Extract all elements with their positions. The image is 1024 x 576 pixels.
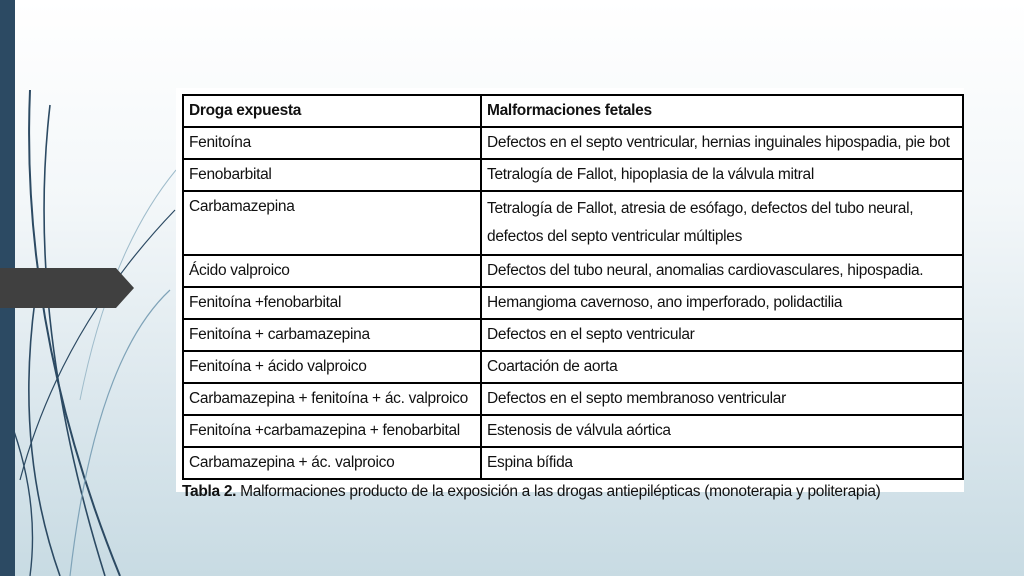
header-malformations: Malformaciones fetales [481, 95, 963, 127]
table-row [183, 255, 963, 287]
arrow-tab-shape [0, 268, 140, 308]
cell-drug: Fenitoína + carbamazepina [183, 319, 481, 351]
deco-curve-4 [20, 210, 175, 480]
cell-malformation: Defectos en el septo ventricular [481, 319, 963, 351]
cell-malformation: Tetralogía de Fallot, hipoplasia de la válvula mitral [481, 159, 963, 191]
caption-label: Tabla 2. [182, 483, 237, 500]
cell-malformation: Defectos del tubo neural, anomalias cardiovasculares, hipospadia. [481, 255, 963, 287]
header-drug: Droga expuesta [183, 95, 481, 127]
table-row [183, 415, 963, 447]
cell-drug: Ácido valproico [183, 255, 481, 287]
deco-curve-7 [10, 420, 33, 576]
table-header-row [183, 95, 963, 127]
table-row [183, 447, 963, 479]
table-row [183, 287, 963, 319]
arrow-tab-fill [0, 268, 134, 308]
cell-drug: Carbamazepina [183, 191, 481, 255]
deco-curve-3 [29, 300, 60, 576]
caption-text: Malformaciones producto de la exposición a las drogas antiepilépticas (monoterapia y politerapia) [236, 483, 881, 500]
deco-curve-1 [29, 90, 120, 576]
cell-drug: Fenitoína +fenobarbital [183, 287, 481, 319]
cell-malformation: Espina bífida [481, 447, 963, 479]
table-image [176, 88, 964, 500]
cell-drug: Carbamazepina + ác. valproico [183, 447, 481, 479]
cell-drug: Fenobarbital [183, 159, 481, 191]
cell-drug: Carbamazepina + fenitoína + ác. valproico [183, 383, 481, 415]
table-row [183, 191, 963, 255]
table-caption [182, 483, 960, 501]
table-row [183, 383, 963, 415]
malformations-table [182, 94, 964, 480]
deco-curve-2 [44, 105, 105, 576]
cell-malformation: Coartación de aorta [481, 351, 963, 383]
deco-curve-5 [70, 290, 170, 576]
cell-malformation: Tetralogía de Fallot, atresia de esófago, defectos del tubo neural, defectos del septo ventricular múltiples [481, 191, 963, 255]
table-row [183, 127, 963, 159]
cell-malformation: Defectos en el septo ventricular, hernias inguinales hipospadia, pie bot [481, 127, 963, 159]
table-row [183, 319, 963, 351]
table-row [183, 351, 963, 383]
cell-malformation: Hemangioma cavernoso, ano imperforado, polidactilia [481, 287, 963, 319]
cell-malformation: Estenosis de válvula aórtica [481, 415, 963, 447]
cell-drug: Fenitoína [183, 127, 481, 159]
cell-malformation: Defectos en el septo membranoso ventricular [481, 383, 963, 415]
cell-drug: Fenitoína + ácido valproico [183, 351, 481, 383]
cell-drug: Fenitoína +carbamazepina + fenobarbital [183, 415, 481, 447]
table-row [183, 159, 963, 191]
